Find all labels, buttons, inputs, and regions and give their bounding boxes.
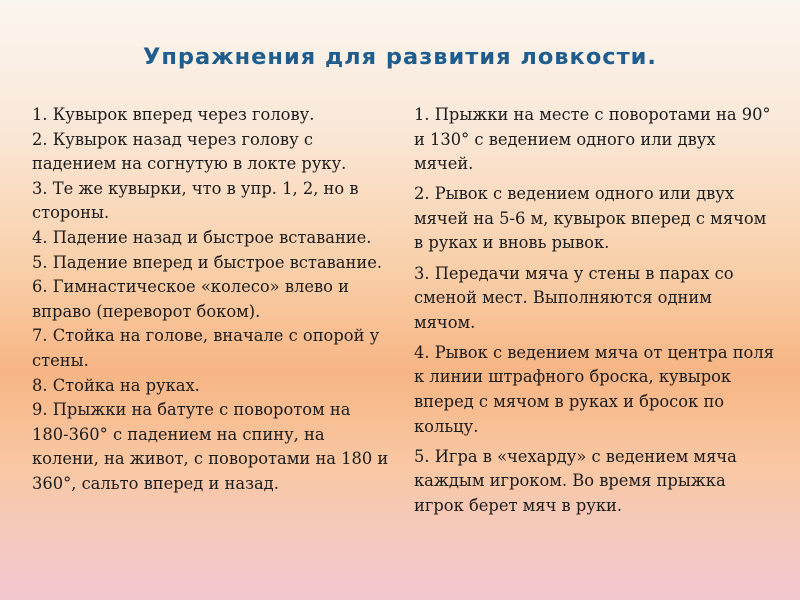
list-item: 3. Передачи мяча у стены в парах со сменой мест. Выполняются одним мячом. [414,263,734,332]
list-item: 1. Кувырок вперед через голову. [32,105,315,124]
list-item: 2. Кувырок назад через голову с падением на согнутую в локте руку. [32,129,347,174]
list-item: 5. Падение вперед и быстрое вставание. [32,252,383,272]
right-exercise-list [414,103,776,524]
list-item: 5. Игра в «чехарду» с ведением мяча каждым игроком. Во время прыжка игрок берет мяч в руки. [414,446,737,515]
list-item: 3. Те же кувырки, что в упр. 1, 2, но в стороны. [32,178,359,223]
list-item: 1. Прыжки на месте с поворотами на 90° и 130° с ведением одного или двух мячей. [414,105,771,174]
list-item: 2. Рывок с ведением одного или двух мячей на 5-6 м, кувырок вперед с мячом в руках и вновь рывок. [414,184,767,253]
list-item: 8. Стойка на руках. [32,375,200,395]
list-item: 4. Рывок с ведением мяча от центра поля к линии штрафного броска, кувырок вперед с мячом в руках и бросок по кольцу. [414,342,774,436]
left-exercise-list [32,103,392,497]
slide-title: Упражнения для развития ловкости. [143,44,657,70]
list-item: 6. Гимнастическое «колесо» влево и вправо (переворот боком). [32,277,349,321]
list-item: 9. Прыжки на батуте с поворотом на 180-360° с падением на спину, на колени, на живот, с поворотами на 180 и 360°, сальто вперед и назад. [32,400,389,493]
list-item: 4. Падение назад и быстрое вставание. [32,227,372,247]
list-item: 7. Стойка на голове, вначале с опорой у стены. [32,326,380,370]
